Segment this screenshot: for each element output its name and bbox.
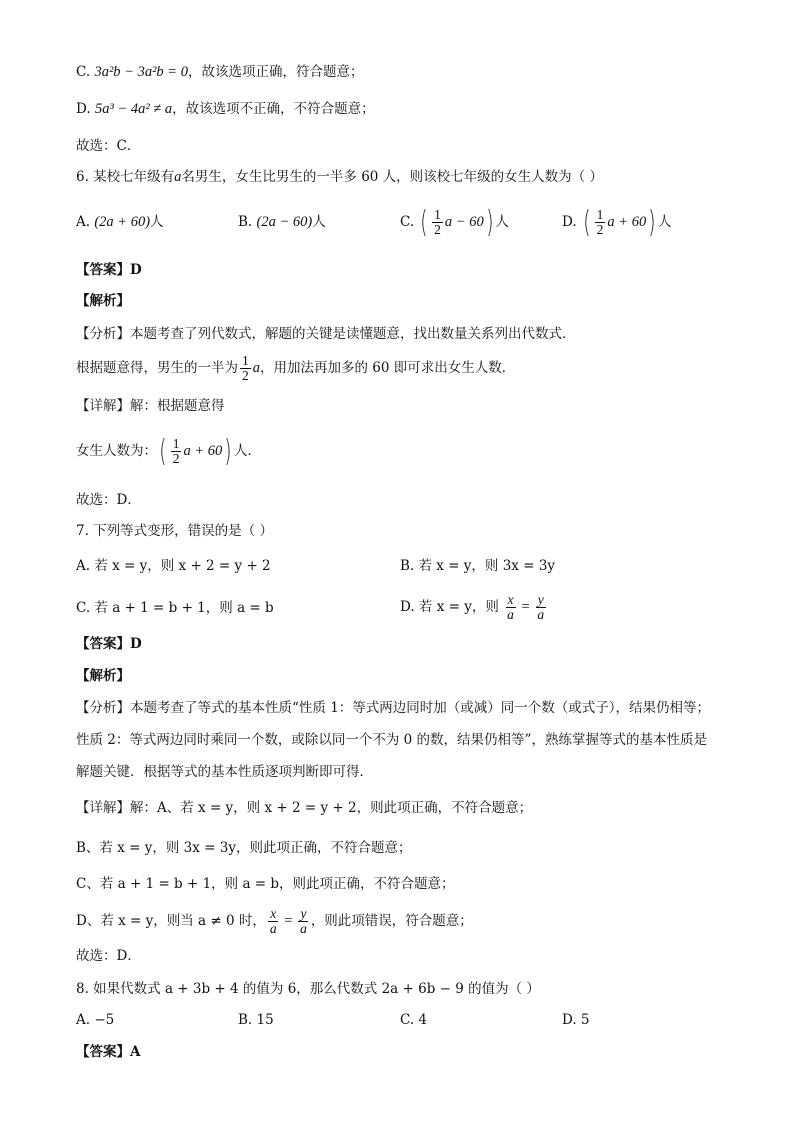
q7-stem: 7. 下列等式变形，错误的是（ ） bbox=[76, 523, 273, 539]
q6-analysis-heading: 【解析】 bbox=[76, 293, 130, 309]
q6-analysis-line-1: 【分析】本题考查了列代数式，解题的关键是读懂题意，找出数量关系列出代数式． bbox=[76, 326, 576, 342]
left-paren: ( bbox=[159, 433, 167, 469]
analysis-text: 根据题意得，男生的一半为 bbox=[76, 360, 238, 376]
right-paren: ) bbox=[648, 204, 656, 240]
unit: 人 bbox=[312, 214, 326, 230]
variable: a bbox=[174, 169, 182, 185]
math-expression: a + 60 bbox=[183, 443, 223, 459]
right-paren: ) bbox=[224, 433, 232, 469]
q8-option-c: C. 4 bbox=[400, 1012, 428, 1028]
option-label: D. bbox=[562, 214, 577, 230]
option-label: B. bbox=[238, 214, 253, 230]
q7-option-a: A. 若 x = y，则 x + 2 = y + 2 bbox=[76, 558, 271, 574]
detail-text: 女生人数为： bbox=[76, 443, 157, 459]
q8-stem: 8. 如果代数式 a + 3b + 4 的值为 6，那么代数式 2a + 6b − 9 的值为（ ） bbox=[76, 981, 540, 997]
q5-option-c-line bbox=[76, 62, 363, 82]
fraction-denominator: 2 bbox=[172, 451, 180, 466]
q5-option-d-line bbox=[76, 99, 375, 119]
left-paren: ( bbox=[583, 204, 591, 240]
fraction-denominator: a bbox=[269, 921, 277, 936]
q7-analysis-line-1: 【分析】本题考查了等式的基本性质“性质 1：等式两边同时加（或减）同一个数（或式子），结果仍相等； bbox=[76, 700, 711, 716]
stem-text: 6. 某校七年级有 bbox=[76, 169, 175, 185]
explanation-text: ，故该选项不正确，不符合题意； bbox=[172, 101, 375, 117]
fraction-denominator: 2 bbox=[242, 368, 249, 383]
q6-choice: 故选：D． bbox=[76, 492, 141, 508]
stem-text: 名男生，女生比男生的一半多 60 人，则该校七年级的女生人数为（ ） bbox=[181, 169, 603, 185]
option-label: A. bbox=[76, 214, 91, 230]
option-label: C. bbox=[76, 64, 91, 80]
q8-option-b: B. 15 bbox=[238, 1012, 274, 1028]
math-expression: (2a + 60) bbox=[94, 214, 151, 230]
q8-answer: 【答案】A bbox=[76, 1044, 141, 1060]
q7-option-b: B. 若 x = y，则 3x = 3y bbox=[400, 558, 556, 574]
q7-analysis-heading: 【解析】 bbox=[76, 668, 130, 684]
right-paren: ) bbox=[486, 204, 494, 240]
fraction-denominator: a bbox=[507, 607, 514, 622]
q6-answer: 【答案】D bbox=[76, 262, 142, 278]
q7-analysis-line-2: 性质 2：等式两边同时乘同一个数，或除以同一个不为 0 的数，结果仍相等”，熟练掌握等式的基本性质是 bbox=[76, 732, 707, 748]
analysis-text: ，用加法再加多的 60 即可求出女生人数． bbox=[260, 360, 516, 376]
fraction-denominator: a bbox=[537, 607, 545, 622]
detail-text: 人． bbox=[233, 443, 261, 459]
fraction bbox=[268, 907, 279, 936]
option-text: D. 若 x = y，则 bbox=[400, 599, 499, 615]
detail-text: D、若 x = y，则当 a ≠ 0 时， bbox=[76, 913, 266, 929]
fraction bbox=[298, 907, 309, 936]
q7-option-d bbox=[400, 589, 548, 625]
variable: a bbox=[252, 360, 260, 376]
q8-option-d: D. 5 bbox=[562, 1012, 590, 1028]
q7-detail-c: C、若 a + 1 = b + 1，则 a = b，则此项正确，不符合题意； bbox=[76, 876, 455, 892]
q5-choice: 故选：C． bbox=[76, 138, 141, 154]
explanation-text: ，故该选项正确，符合题意； bbox=[187, 64, 364, 80]
q7-answer: 【答案】D bbox=[76, 636, 142, 652]
q7-detail-a: 【详解】解：A、若 x = y，则 x + 2 = y + 2，则此项正确，不符合题意； bbox=[76, 800, 533, 816]
equals-sign: = bbox=[517, 599, 534, 615]
q7-option-c: C. 若 a + 1 = b + 1，则 a = b bbox=[76, 600, 274, 616]
fraction-numerator: 1 bbox=[596, 207, 604, 222]
q7-analysis-line-3: 解题关键．根据等式的基本性质逐项判断即可得． bbox=[76, 764, 373, 780]
q7-detail-d bbox=[76, 903, 473, 939]
q6-detail-line-2 bbox=[76, 433, 261, 469]
q6-option-a bbox=[76, 212, 164, 232]
math-expression: a − 60 bbox=[444, 214, 484, 230]
fraction bbox=[505, 593, 516, 622]
unit: 人 bbox=[657, 214, 672, 230]
q7-detail-b: B、若 x = y，则 3x = 3y，则此项正确，不符合题意； bbox=[76, 840, 412, 856]
fraction-denominator: 2 bbox=[434, 222, 441, 237]
fraction-numerator: 1 bbox=[172, 436, 180, 451]
left-paren: ( bbox=[420, 204, 428, 240]
math-expression: a + 60 bbox=[607, 214, 647, 230]
q6-stem bbox=[76, 167, 603, 187]
fraction-denominator: a bbox=[300, 921, 307, 936]
fraction bbox=[535, 593, 546, 622]
fraction-numerator: x bbox=[507, 592, 514, 607]
unit: 人 bbox=[150, 214, 164, 230]
option-label: C. bbox=[400, 214, 415, 230]
fraction bbox=[240, 354, 251, 383]
math-expression: (2a − 60) bbox=[256, 214, 313, 230]
equals-sign: = bbox=[280, 913, 297, 929]
fraction-numerator: 1 bbox=[242, 353, 249, 368]
fraction-denominator: 2 bbox=[596, 222, 604, 237]
unit: 人 bbox=[495, 214, 509, 230]
q6-option-b bbox=[238, 212, 326, 232]
fraction-numerator: y bbox=[300, 906, 307, 921]
fraction-numerator: y bbox=[537, 592, 544, 607]
q6-detail-line-1: 【详解】解：根据题意得 bbox=[76, 398, 225, 414]
fraction bbox=[432, 208, 443, 237]
q7-choice: 故选：D． bbox=[76, 948, 141, 964]
fraction-numerator: 1 bbox=[434, 207, 441, 222]
detail-text: ，则此项错误，符合题意； bbox=[310, 913, 473, 929]
option-label: D. bbox=[76, 101, 91, 117]
fraction bbox=[171, 437, 182, 466]
fraction bbox=[595, 208, 606, 237]
math-expression: 3a²b − 3a²b = 0 bbox=[94, 64, 188, 80]
math-expression: 5a³ − 4a² ≠ a bbox=[94, 101, 173, 117]
q6-option-d bbox=[562, 204, 671, 240]
fraction-numerator: x bbox=[270, 906, 277, 921]
q6-analysis-line-2 bbox=[76, 352, 515, 384]
q8-option-a: A. −5 bbox=[76, 1012, 115, 1028]
q6-option-c bbox=[400, 204, 509, 240]
